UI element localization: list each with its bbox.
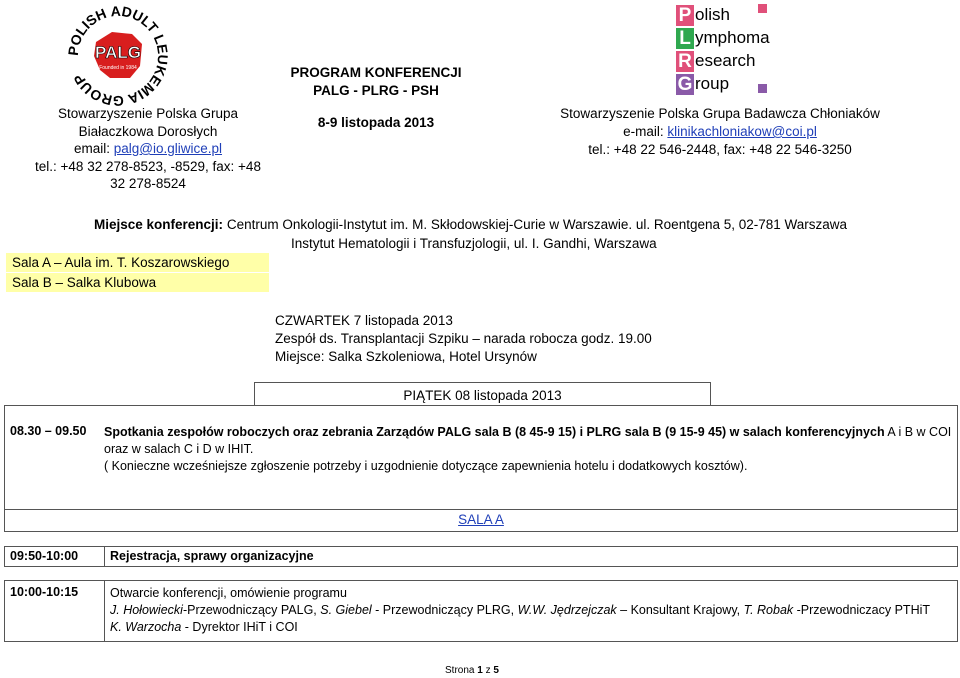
friday-desc-line1 — [104, 424, 952, 441]
palg-logo — [66, 4, 170, 108]
friday-session-time: 08.30 – 09.50 — [10, 424, 87, 438]
program-header — [276, 64, 476, 132]
right-org-phone: tel.: +48 22 546-2448, fax: +48 22 546-3250 — [588, 142, 852, 157]
page-word: Strona — [445, 665, 478, 676]
speaker-holowiecki-role: -Przewodniczący PALG, — [182, 603, 321, 617]
plrg-word-esearch: esearch — [695, 51, 756, 70]
speaker-holowiecki: J. Hołowiecki — [110, 603, 183, 617]
speaker-warzocha-role: - Dyrektor IHiT i COI — [181, 620, 298, 634]
right-org-email-link[interactable]: klinikachloniakow@coi.pl — [667, 124, 817, 139]
left-org-phone2: 32 278-8524 — [110, 176, 186, 191]
opening-text: Otwarcie konferencji, omówienie programu — [110, 586, 347, 600]
friday-desc-bold: Spotkania zespołów roboczych oraz zebrania Zarządów PALG sala B (8 45-9 15) i PLRG sala B (9 15-9 45) w salach konferencyjnych — [104, 425, 885, 439]
left-org-email-link[interactable]: palg@io.gliwice.pl — [113, 141, 223, 156]
plrg-letter-l: L — [676, 28, 694, 49]
opening-content — [110, 585, 950, 636]
page-total: 5 — [493, 665, 499, 676]
page-number: 1 — [477, 665, 483, 676]
venue-line1 — [94, 217, 954, 232]
left-org-block — [20, 105, 276, 193]
speaker-robak-role: -Przewodniczacy PTHiT — [793, 603, 931, 617]
page-of-word: z — [482, 665, 494, 676]
plrg-square-pink — [758, 4, 767, 13]
left-org-line1: Stowarzyszenie Polska Grupa — [57, 106, 239, 121]
venue-label: Miejsce konferencji: — [94, 217, 224, 232]
room-a: Sala A – Aula im. T. Koszarowskiego — [6, 253, 269, 272]
friday-title: PIĄTEK 08 listopada 2013 — [403, 388, 562, 403]
friday-desc-line2: oraz w salach C i D w IHIT. — [104, 442, 254, 456]
registration-divider — [104, 546, 105, 567]
room-b: Sala B – Salka Klubowa — [6, 273, 269, 292]
opening-speakers-line1 — [110, 602, 950, 619]
program-dates: 8-9 listopada 2013 — [317, 115, 435, 130]
right-org-email-row — [540, 123, 900, 141]
venue-address-1: Centrum Onkologii-Instytut im. M. Skłodowskiej-Curie w Warszawie. ul. Roentgena 5, 02-781 Warszawa — [223, 217, 848, 232]
page-footer — [445, 665, 499, 676]
speaker-giebel-role: - Przewodniczący PLRG, — [371, 603, 518, 617]
friday-desc-tail: A i B w COI — [884, 425, 952, 439]
thursday-line2: Miejsce: Salka Szkoleniowa, Hotel Ursynów — [275, 349, 537, 364]
registration-text: Rejestracja, sprawy organizacyjne — [110, 549, 314, 563]
speaker-warzocha: K. Warzocha — [110, 620, 182, 634]
plrg-letter-g: G — [677, 73, 693, 95]
plrg-letter-r: R — [676, 51, 694, 72]
opening-time: 10:00-10:15 — [10, 585, 79, 599]
right-org-block — [540, 105, 900, 159]
right-org-line1: Stowarzyszenie Polska Grupa Badawcza Chłoniaków — [560, 106, 880, 121]
plrg-logo — [676, 4, 786, 96]
thursday-block — [275, 312, 652, 366]
palg-center-text: PALG — [95, 43, 141, 62]
palg-logo-graphic — [66, 4, 170, 108]
plrg-logo-rows — [676, 4, 776, 95]
plrg-word-olish: olish — [695, 5, 730, 24]
left-org-email-label: email: — [73, 141, 114, 156]
left-org-phone1: tel.: +48 32 278-8523, -8529, fax: +48 — [35, 158, 261, 174]
plrg-word-ymphoma: ymphoma — [695, 28, 770, 47]
registration-time: 09:50-10:00 — [10, 549, 79, 563]
palg-founded-text: Founded in 1984 — [99, 65, 137, 71]
venue-line2: Instytut Hematologii i Transfuzjologii, ul. I. Gandhi, Warszawa — [291, 236, 657, 251]
right-org-email-label: e-mail: — [623, 124, 668, 139]
friday-session-desc — [104, 424, 952, 475]
thursday-line1: Zespół ds. Transplantacji Szpiku – narada robocza godz. 19.00 — [275, 331, 652, 346]
program-title-2: PALG - PLRG - PSH — [313, 83, 439, 98]
speaker-robak: T. Robak — [743, 603, 794, 617]
plrg-letter-p: P — [676, 5, 694, 26]
plrg-word-roup: roup — [695, 74, 730, 93]
plrg-row-l — [676, 27, 776, 49]
program-title-1: PROGRAM KONFERENCJI — [290, 65, 462, 80]
friday-header-box — [254, 382, 711, 406]
speaker-jedrzejczak: W.W. Jędrzejczak — [517, 603, 617, 617]
sala-a-label: SALA A — [458, 512, 504, 527]
speaker-giebel: S. Giebel — [320, 603, 372, 617]
plrg-row-r — [676, 50, 776, 72]
palg-ring-text: POLISH ADULT LEUKEMIA GROUP — [66, 4, 170, 108]
left-org-email-row — [20, 140, 276, 158]
opening-divider — [104, 580, 105, 642]
opening-speakers-line2 — [110, 619, 950, 636]
speaker-jedrzejczak-role: – Konsultant Krajowy, — [616, 603, 744, 617]
sala-a-row — [4, 509, 958, 532]
thursday-title: CZWARTEK 7 listopada 2013 — [275, 313, 453, 328]
left-org-line2: Białaczkowa Dorosłych — [78, 123, 218, 139]
plrg-square-purple — [758, 84, 767, 93]
friday-desc-line3: ( Konieczne wcześniejsze zgłoszenie potrzeby i uzgodnienie dotyczące zapewnienia hotelu i dodatkowych kosztów). — [104, 459, 748, 473]
